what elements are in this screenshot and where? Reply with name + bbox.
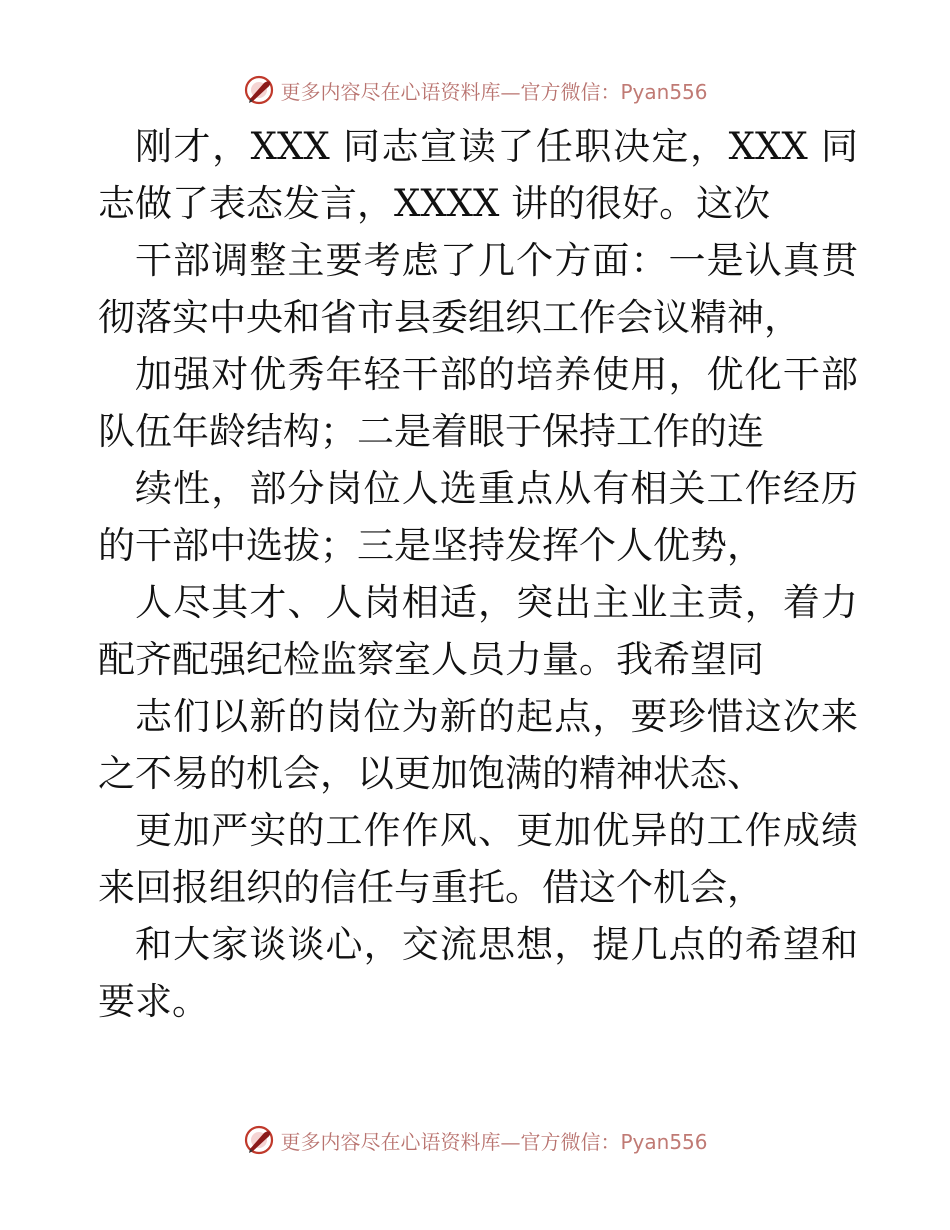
- quill-pen-logo-icon: [242, 73, 276, 107]
- watermark-label: 官方微信：: [520, 79, 621, 104]
- watermark-separator: —: [500, 1129, 521, 1154]
- watermark-text: [280, 1126, 707, 1155]
- document-body: [98, 118, 858, 1030]
- paragraph: 更加严实的工作作风、更加优异的工作成绩来回报组织的信任与重托。借这个机会，: [98, 809, 858, 909]
- quill-pen-logo-icon: [242, 1123, 276, 1157]
- watermark-account: Pyan556: [620, 1129, 708, 1154]
- watermark-label: 官方微信：: [520, 1129, 621, 1154]
- footer-watermark: [0, 1120, 950, 1160]
- watermark-separator: —: [500, 79, 521, 104]
- paragraph: 志们以新的岗位为新的起点，要珍惜这次来之不易的机会，以更加饱满的精神状态、: [98, 695, 858, 795]
- watermark-text: [280, 76, 707, 105]
- paragraph: 和大家谈谈心，交流思想，提几点的希望和要求。: [98, 923, 858, 1023]
- paragraph: 刚才，XXX 同志宣读了任职决定，XXX 同志做了表态发言，XXXX 讲的很好。这次: [98, 125, 858, 225]
- watermark-prefix: 更多内容尽在心语资料库: [280, 79, 501, 104]
- paragraph: 人尽其才、人岗相适，突出主业主责，着力配齐配强纪检监察室人员力量。我希望同: [98, 581, 858, 681]
- paragraph: 加强对优秀年轻干部的培养使用，优化干部队伍年龄结构；二是着眼于保持工作的连: [98, 353, 858, 453]
- paragraph: 干部调整主要考虑了几个方面：一是认真贯彻落实中央和省市县委组织工作会议精神，: [98, 239, 858, 339]
- header-watermark: [0, 70, 950, 110]
- watermark-prefix: 更多内容尽在心语资料库: [280, 1129, 501, 1154]
- paragraph: 续性，部分岗位人选重点从有相关工作经历的干部中选拔；三是坚持发挥个人优势，: [98, 467, 858, 567]
- watermark-account: Pyan556: [620, 79, 708, 104]
